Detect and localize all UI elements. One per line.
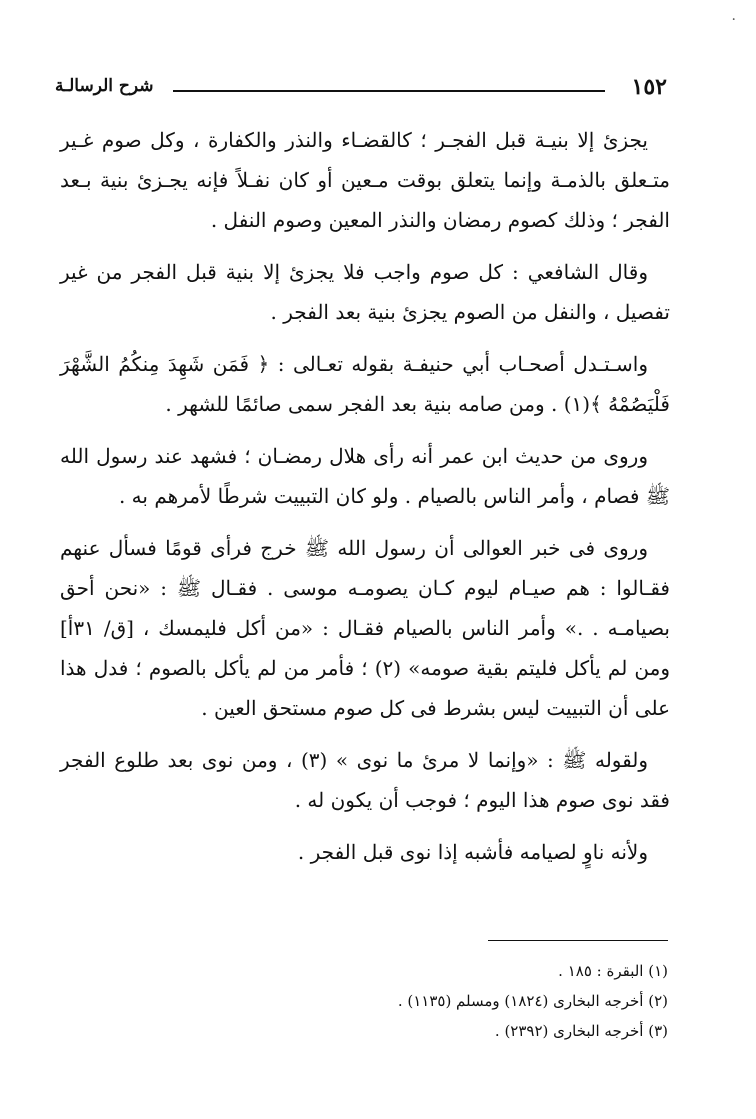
footnotes bbox=[60, 956, 668, 1046]
header-rule bbox=[173, 90, 605, 92]
paragraph: يجزئ إلا بنيـة قبل الفجـر ؛ كالقضـاء والنذر والكفارة ، وكل صوم غـير متـعلق بالذمـة وإنما يتعلق بوقت مـعين أو كان نفـلاً فإنه يجـزئ بنية بـعد الفجر ؛ وذلك كصوم رمضان والنذر المعين وصوم النفل . bbox=[60, 128, 670, 232]
paragraph: واسـتـدل أصحـاب أبي حنيفـة بقوله تعـالى : ﴿ فَمَن شَهِدَ مِنكُمُ الشَّهْرَ فَلْيَصُمْهُ ﴾(١) . ومن صامه بنية بعد الفجر سمى صائمًا للشهر . bbox=[60, 352, 670, 416]
footnote-2: (٢) أخرجه البخارى (١٨٢٤) ومسلم (١١٣٥) . bbox=[397, 992, 668, 1010]
paragraph: وروى من حديث ابن عمر أنه رأى هلال رمضـان ؛ فشهد عند رسول الله ﷺ فصام ، وأمر الناس بالصيام . ولو كان التبييت شرطًا لأمرهم به . bbox=[60, 444, 670, 508]
paragraph: ولأنه ناوٍ لصيامه فأشبه إذا نوى قبل الفجر . bbox=[297, 840, 648, 864]
paragraph: وروى فى خبر العوالى أن رسول الله ﷺ خرج فرأى قومًا فسأل عنهم فقـالوا : هم صيـام ليوم كـان يصومـه موسى . فقـال ﷺ : «نحن أحق بصيامـه . .» وأمر الناس بالصيام فقـال : «من أكل فليمسك ، [ق/ ٣١أ] ومن لم يأكل فليتم بقية صومه» (٢) ؛ فأمر من لم يأكل بالصوم ؛ فدل هذا على أن التبييت ليس بشرط فى كل صوم مستحق العين . bbox=[60, 536, 670, 720]
main-text bbox=[60, 120, 670, 884]
page-number: ١٥٢ bbox=[631, 74, 667, 100]
footnote-3: (٣) أخرجه البخارى (٢٣٩٢) . bbox=[494, 1022, 668, 1040]
footnote-1: (١) البقرة : ١٨٥ . bbox=[558, 962, 668, 980]
running-title: شرح الرسالـة bbox=[55, 76, 154, 96]
footnote-divider bbox=[488, 940, 668, 941]
paragraph: ولقوله ﷺ : «وإنما لا مرئ ما نوى » (٣) ، ومن نوى بعد طلوع الفجر فقد نوى صوم هذا اليوم ؛ فوجب أن يكون له . bbox=[60, 748, 670, 812]
paragraph: وقال الشافعي : كل صوم واجب فلا يجزئ إلا بنية قبل الفجر من غير تفصيل ، والنفل من الصوم يجزئ بنية بعد الفجر . bbox=[60, 260, 670, 324]
scan-mark: · bbox=[731, 12, 736, 28]
page-header bbox=[55, 68, 667, 104]
